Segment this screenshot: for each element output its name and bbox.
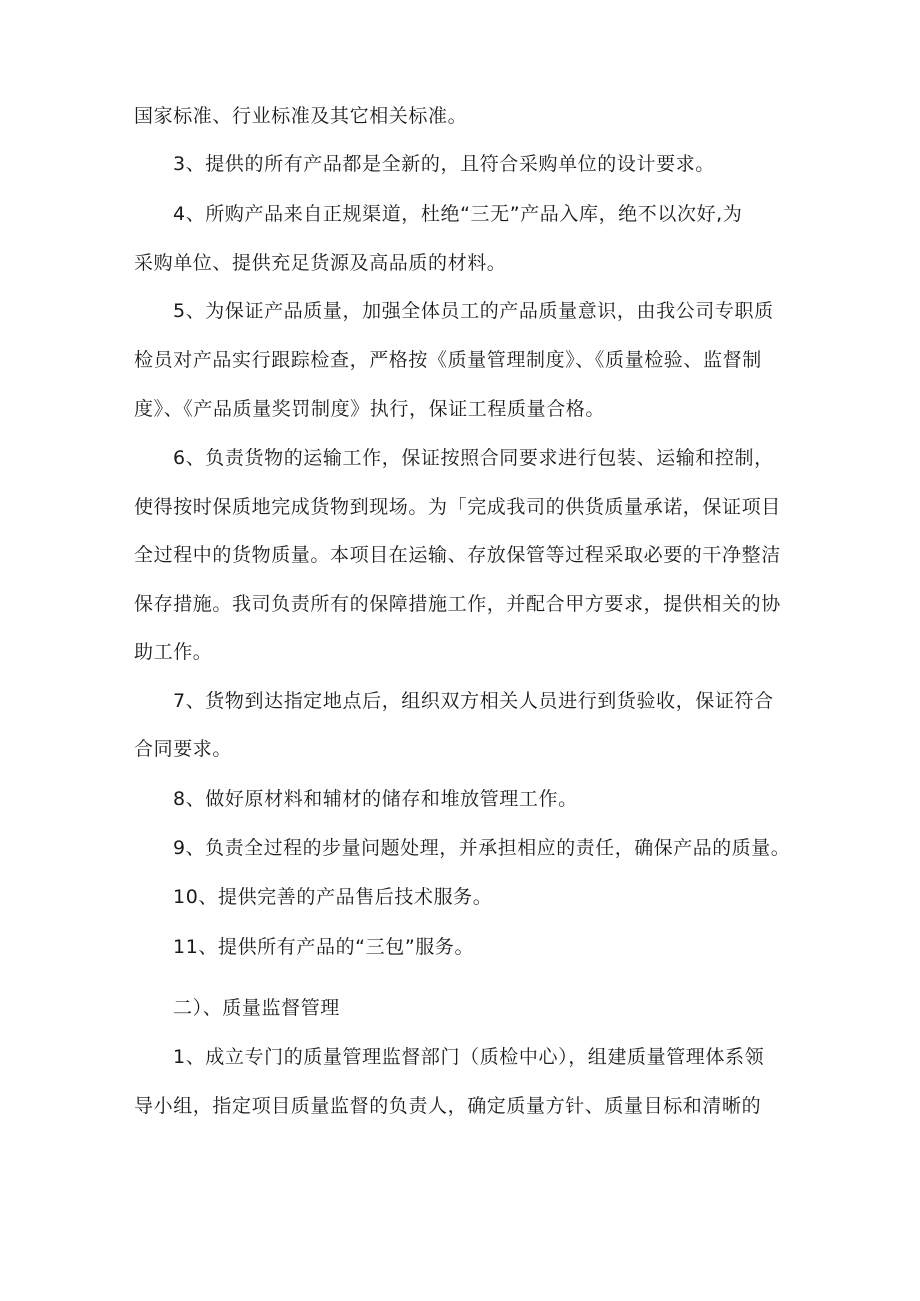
text-line: 10、提供完善的产品售后技术服务。 (173, 886, 493, 908)
text-line: 保存措施。我司负责所有的保障措施工作，并配合甲方要求，提供相关的协 (134, 593, 781, 615)
text-line: 4、所购产品来自正规渠道，杜绝“三无”产品入库，绝不以次好,为 (173, 203, 743, 225)
text-line: 助工作。 (134, 641, 213, 663)
section-heading: 二）、质量监督管理 (173, 997, 340, 1019)
text-line: 7、货物到达指定地点后，组织双方相关人员进行到货验收，保证符合 (173, 690, 774, 712)
text-line: 合同要求。 (134, 738, 233, 760)
text-line: 8、做好原材料和辅材的储存和堆放管理工作。 (173, 788, 578, 810)
text-line: 全过程中的货物质量。本项目在运输、存放保管等过程采取必要的干净整洁 (134, 544, 781, 566)
text-line: 导小组，指定项目质量监督的负责人，确定质量方针、质量目标和清晰的 (134, 1095, 762, 1117)
text-line: 使得按时保质地完成货物到现场。为「完成我司的供货质量承诺，保证项目 (134, 496, 781, 518)
text-line: 9、负责全过程的步量问题处理，并承担相应的责任，确保产品的质量。 (173, 837, 791, 859)
text-line: 11、提供所有产品的“三包”服务。 (173, 936, 475, 958)
text-line: 5、为保证产品质量，加强全体员工的产品质量意识，由我公司专职质 (173, 300, 774, 322)
text-line: 检员对产品实行跟踪检查，严格按《质量管理制度》、《质量检验、监督制 (134, 349, 762, 371)
text-line: 国家标准、行业标准及其它相关标准。 (134, 105, 468, 127)
text-line: 1、成立专门的质量管理监督部门（质检中心），组建质量管理体系领 (173, 1046, 765, 1068)
text-line: 3、提供的所有产品都是全新的，且符合采购单位的设计要求。 (173, 153, 715, 175)
text-line: 6、负责货物的运输工作，保证按照合同要求进行包装、运输和控制， (173, 447, 774, 469)
text-line: 度》、《产品质量奖罚制度》执行，保证工程质量合格。 (134, 398, 606, 420)
text-line: 采购单位、提供充足货源及高品质的材料。 (134, 252, 507, 274)
